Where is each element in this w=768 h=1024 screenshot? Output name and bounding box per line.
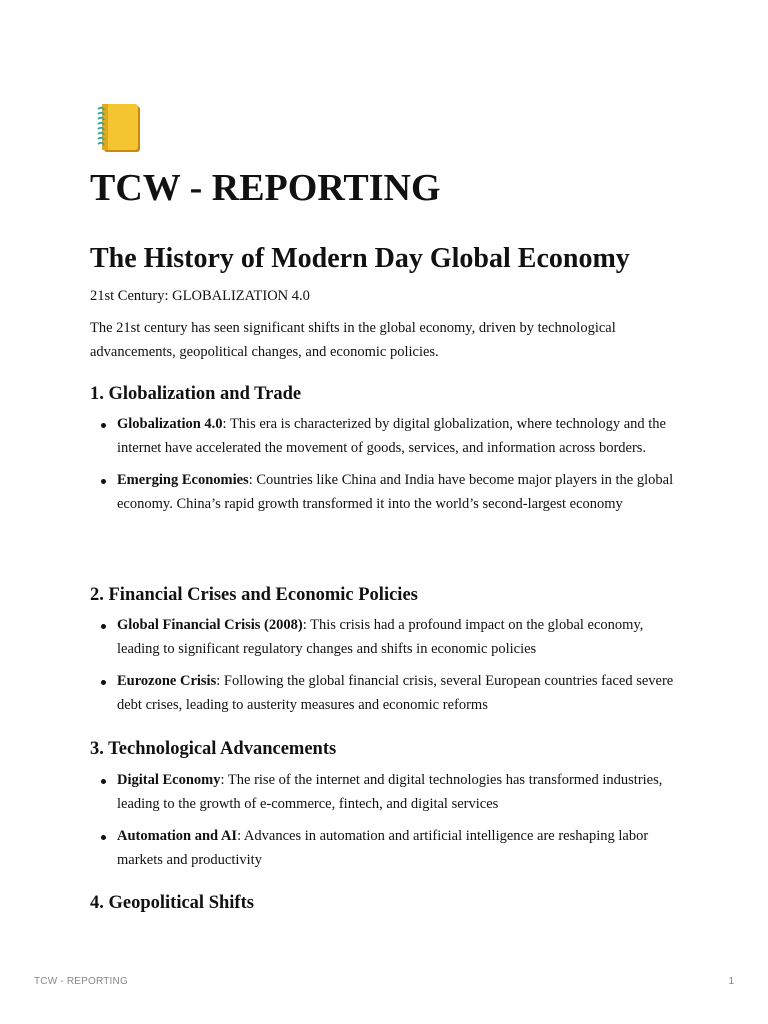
bullet-text: : This era is characterized by digital globalization, where technology and the internet have accelerated the movement of goods, services, and information across borders.: [117, 416, 666, 456]
document-title: TCW - REPORTING: [90, 167, 441, 209]
subsection-heading: 4. Geopolitical Shifts: [90, 893, 254, 913]
notebook-icon: [96, 102, 142, 154]
list-item: [90, 670, 680, 717]
section-title: The History of Modern Day Global Economy: [90, 243, 630, 274]
bullet-term: Emerging Economies: [117, 472, 249, 488]
bullet-text: : Advances in automation and artificial intelligence are reshaping labor markets and productivity: [117, 828, 649, 868]
intro-paragraph: The 21st century has seen significant shifts in the global economy, driven by technological advancements, geopolitical changes, and economic policies.: [90, 320, 616, 360]
footer-page-number: 1: [728, 976, 734, 987]
bullet-term: Automation and AI: [117, 828, 238, 844]
list-item: [90, 769, 680, 816]
bullet-list: [90, 769, 680, 881]
list-item: [90, 825, 680, 872]
list-item: [90, 469, 680, 516]
bullet-term: Eurozone Crisis: [117, 673, 217, 689]
list-item: [90, 413, 680, 460]
bullet-list: [90, 614, 680, 726]
subsection-heading: 2. Financial Crises and Economic Policies: [90, 585, 418, 605]
section-subtitle: 21st Century: GLOBALIZATION 4.0: [90, 288, 310, 304]
bullet-text: : The rise of the internet and digital technologies has transformed industries, leading to the growth of e-commerce, fintech, and digital services: [117, 772, 663, 812]
bullet-text: : Following the global financial crisis, several European countries faced severe debt crises, leading to austerity measures and economic reforms: [117, 673, 674, 713]
bullet-term: Global Financial Crisis (2008): [117, 617, 303, 633]
bullet-text: : Countries like China and India have become major players in the global economy. China’s rapid growth transformed it into the world’s second-largest economy: [117, 472, 674, 512]
subsection-heading: 1. Globalization and Trade: [90, 384, 302, 404]
subsection-heading: 3. Technological Advancements: [90, 739, 337, 759]
bullet-term: Digital Economy: [117, 772, 221, 788]
footer-document-name: TCW - REPORTING: [34, 976, 128, 987]
list-item: [90, 614, 680, 661]
bullet-term: Globalization 4.0: [117, 416, 223, 432]
bullet-text: : This crisis had a profound impact on the global economy, leading to significant regulatory changes and shifts in economic policies: [117, 617, 644, 657]
bullet-list: [90, 413, 680, 525]
